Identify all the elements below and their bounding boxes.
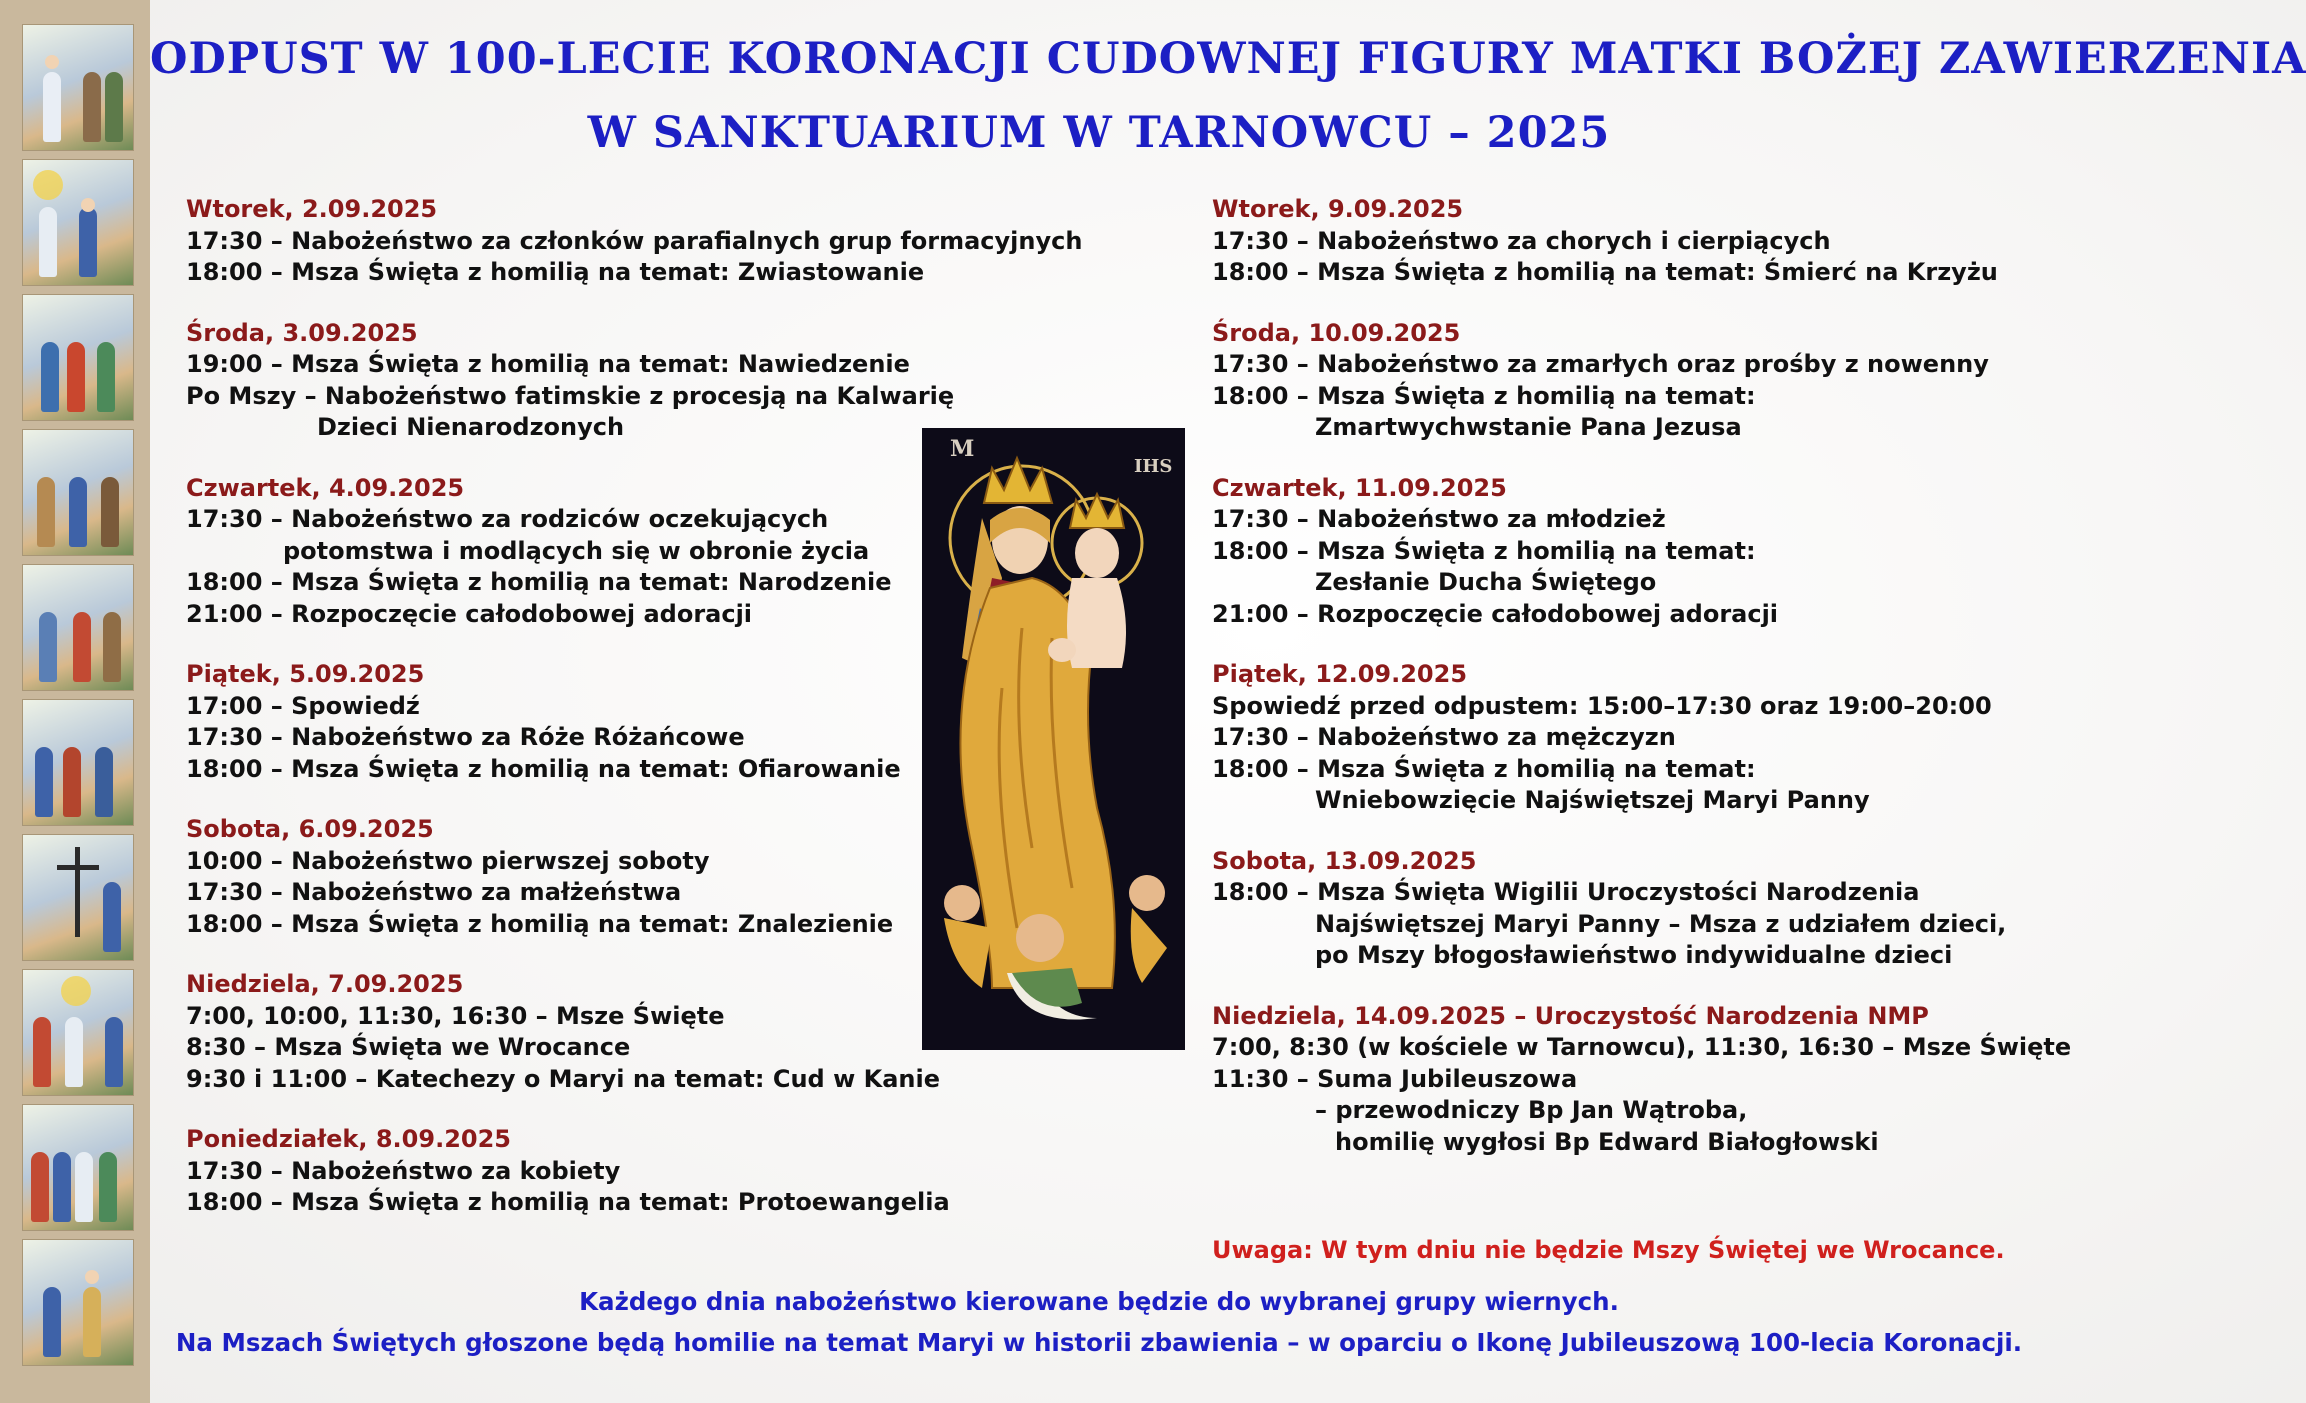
day-block <box>186 318 955 444</box>
schedule-line: – przewodniczy Bp Jan Wątroba, <box>1315 1096 1748 1124</box>
schedule-line: 8:30 – Msza Święta we Wrocance <box>186 1033 631 1061</box>
svg-text:M: M <box>950 436 975 462</box>
schedule-line: 7:00, 8:30 (w kościele w Tarnowcu), 11:30, 16:30 – Msze Święte <box>1212 1033 2072 1061</box>
day-title: Czwartek, 11.09.2025 <box>1212 473 1507 502</box>
thumbnail-image <box>22 1239 134 1366</box>
day-title: Sobota, 13.09.2025 <box>1212 846 1477 875</box>
schedule-line: 18:00 – Msza Święta z homilią na temat: Ofiarowanie <box>186 754 901 783</box>
schedule-line: 18:00 – Msza Święta z homilią na temat: Zwiastowanie <box>186 258 925 286</box>
schedule-line: 18:00 – Msza Święta z homilią na temat: Protoewangelia <box>186 1188 950 1216</box>
schedule-line: 17:30 – Nabożeństwo za chorych i cierpiących <box>1212 226 1831 255</box>
schedule-line: Zmartwychwstanie Pana Jezusa <box>1315 413 1742 441</box>
day-block <box>186 473 946 631</box>
schedule-line: 17:30 – Nabożeństwo za młodzież <box>1212 505 1666 533</box>
day-title: Wtorek, 9.09.2025 <box>1212 195 1464 223</box>
schedule-line: 17:30 – Nabożeństwo za Róże Różańcowe <box>186 723 745 751</box>
day-title: Poniedziałek, 8.09.2025 <box>186 1125 511 1153</box>
day-title: Niedziela, 7.09.2025 <box>186 970 464 998</box>
day-title: Wtorek, 2.09.2025 <box>186 195 438 223</box>
thumbnail-image <box>22 969 134 1096</box>
schedule-line: Po Mszy – Nabożeństwo fatimskie z procesją na Kalwarię <box>186 381 955 410</box>
schedule-line: 18:00 – Msza Święta Wigilii Uroczystości Narodzenia <box>1212 878 1920 906</box>
thumbnail-image <box>22 834 134 961</box>
thumbnail-image <box>22 429 134 556</box>
thumbnail-image <box>22 1104 134 1231</box>
schedule-line: 18:00 – Msza Święta z homilią na temat: <box>1212 754 1756 783</box>
day-title: Piątek, 5.09.2025 <box>186 660 425 688</box>
schedule-line: 17:00 – Spowiedź <box>186 691 420 720</box>
day-block <box>186 1124 950 1219</box>
schedule-line: 11:30 – Suma Jubileuszowa <box>1212 1064 1578 1093</box>
day-block <box>1212 194 2012 289</box>
svg-text:IHS: IHS <box>1134 456 1173 477</box>
day-block <box>1212 1001 2072 1159</box>
schedule-line: Dzieci Nienarodzonych <box>317 413 625 441</box>
madonna-icon-image <box>922 428 1185 1050</box>
schedule-line: Najświętszej Maryi Panny – Msza z udziałem dzieci, <box>1315 909 2007 938</box>
day-block <box>186 659 946 785</box>
day-title: Czwartek, 4.09.2025 <box>186 473 465 502</box>
day-block <box>186 194 1083 289</box>
thumbnail-image <box>22 699 134 826</box>
day-block <box>186 969 946 1095</box>
day-block <box>186 814 946 940</box>
schedule-line: po Mszy błogosławieństwo indywidualne dzieci <box>1315 941 1953 969</box>
day-title: Środa, 10.09.2025 <box>1212 318 1461 347</box>
day-block <box>1212 318 2012 444</box>
page-title-line1: ODPUST W 100-LECIE KORONACJI CUDOWNEJ FIGURY MATKI BOŻEJ ZAWIERZENIA <box>150 34 2306 84</box>
schedule-line: 18:00 – Msza Święta z homilią na temat: Narodzenie <box>186 568 892 596</box>
day-title: Środa, 3.09.2025 <box>186 318 418 347</box>
schedule-line: Zesłanie Ducha Świętego <box>1315 568 1657 596</box>
schedule-line: 7:00, 10:00, 11:30, 16:30 – Msze Święte <box>186 1001 725 1030</box>
day-block <box>1212 846 2012 972</box>
schedule-line: potomstwa i modlących się w obronie życia <box>283 536 870 565</box>
footer-line2: Na Mszach Świętych głoszone będą homilie na temat Maryi w historii zbawienia – w oparciu o Ikonę Jubileuszową 100-lecia Koronacji. <box>175 1328 2023 1357</box>
schedule-line: Wniebowzięcie Najświętszej Maryi Panny <box>1315 786 1870 814</box>
schedule-line: 17:30 – Nabożeństwo za kobiety <box>186 1156 621 1185</box>
schedule-line: 17:30 – Nabożeństwo za rodziców oczekujących <box>186 505 829 533</box>
footer-line1: Każdego dnia nabożeństwo kierowane będzie do wybranej grupy wiernych. <box>579 1287 1619 1316</box>
schedule-line: 17:30 – Nabożeństwo za małżeństwa <box>186 878 682 906</box>
schedule-line: Spowiedź przed odpustem: 15:00–17:30 oraz 19:00–20:00 <box>1212 691 1992 720</box>
schedule-line: 10:00 – Nabożeństwo pierwszej soboty <box>186 846 710 875</box>
madonna-and-child-icon <box>922 428 1185 1050</box>
schedule-line: 18:00 – Msza Święta z homilią na temat: Śmierć na Krzyżu <box>1212 258 1998 286</box>
schedule-line: 17:30 – Nabożeństwo za mężczyzn <box>1212 723 1676 751</box>
day-block <box>1212 473 2012 631</box>
day-block <box>1212 659 2012 817</box>
notice-text: Uwaga: W tym dniu nie będzie Mszy Świętej we Wrocance. <box>1212 1236 2005 1264</box>
thumbnail-image <box>22 294 134 421</box>
schedule-right-column <box>1212 194 2072 1187</box>
schedule-line: 21:00 – Rozpoczęcie całodobowej adoracji <box>1212 599 1779 628</box>
day-title: Piątek, 12.09.2025 <box>1212 660 1468 688</box>
schedule-line: 18:00 – Msza Święta z homilią na temat: <box>1212 536 1756 565</box>
schedule-line: 17:30 – Nabożeństwo za zmarłych oraz prośby z nowenny <box>1212 350 1989 378</box>
schedule-left-column <box>186 194 1083 1248</box>
schedule-line: 17:30 – Nabożeństwo za członków parafialnych grup formacyjnych <box>186 226 1083 255</box>
day-title: Niedziela, 14.09.2025 – Uroczystość Narodzenia NMP <box>1212 1001 1929 1030</box>
icon-thumbnail-sidebar <box>0 0 150 1403</box>
thumbnail-image <box>22 24 134 151</box>
schedule-line: 9:30 i 11:00 – Katechezy o Maryi na temat: Cud w Kanie <box>186 1064 940 1093</box>
page-title-line2: W SANKTUARIUM W TARNOWCU – 2025 <box>587 108 1611 158</box>
schedule-line: 18:00 – Msza Święta z homilią na temat: Znalezienie <box>186 909 894 938</box>
schedule-line: 21:00 – Rozpoczęcie całodobowej adoracji <box>186 599 753 628</box>
schedule-line: 19:00 – Msza Święta z homilią na temat: Nawiedzenie <box>186 350 910 378</box>
thumbnail-image <box>22 159 134 286</box>
schedule-line: 18:00 – Msza Święta z homilią na temat: <box>1212 381 1756 410</box>
day-title: Sobota, 6.09.2025 <box>186 815 434 843</box>
thumbnail-image <box>22 564 134 691</box>
schedule-line: homilię wygłosi Bp Edward Białogłowski <box>1335 1127 1879 1156</box>
